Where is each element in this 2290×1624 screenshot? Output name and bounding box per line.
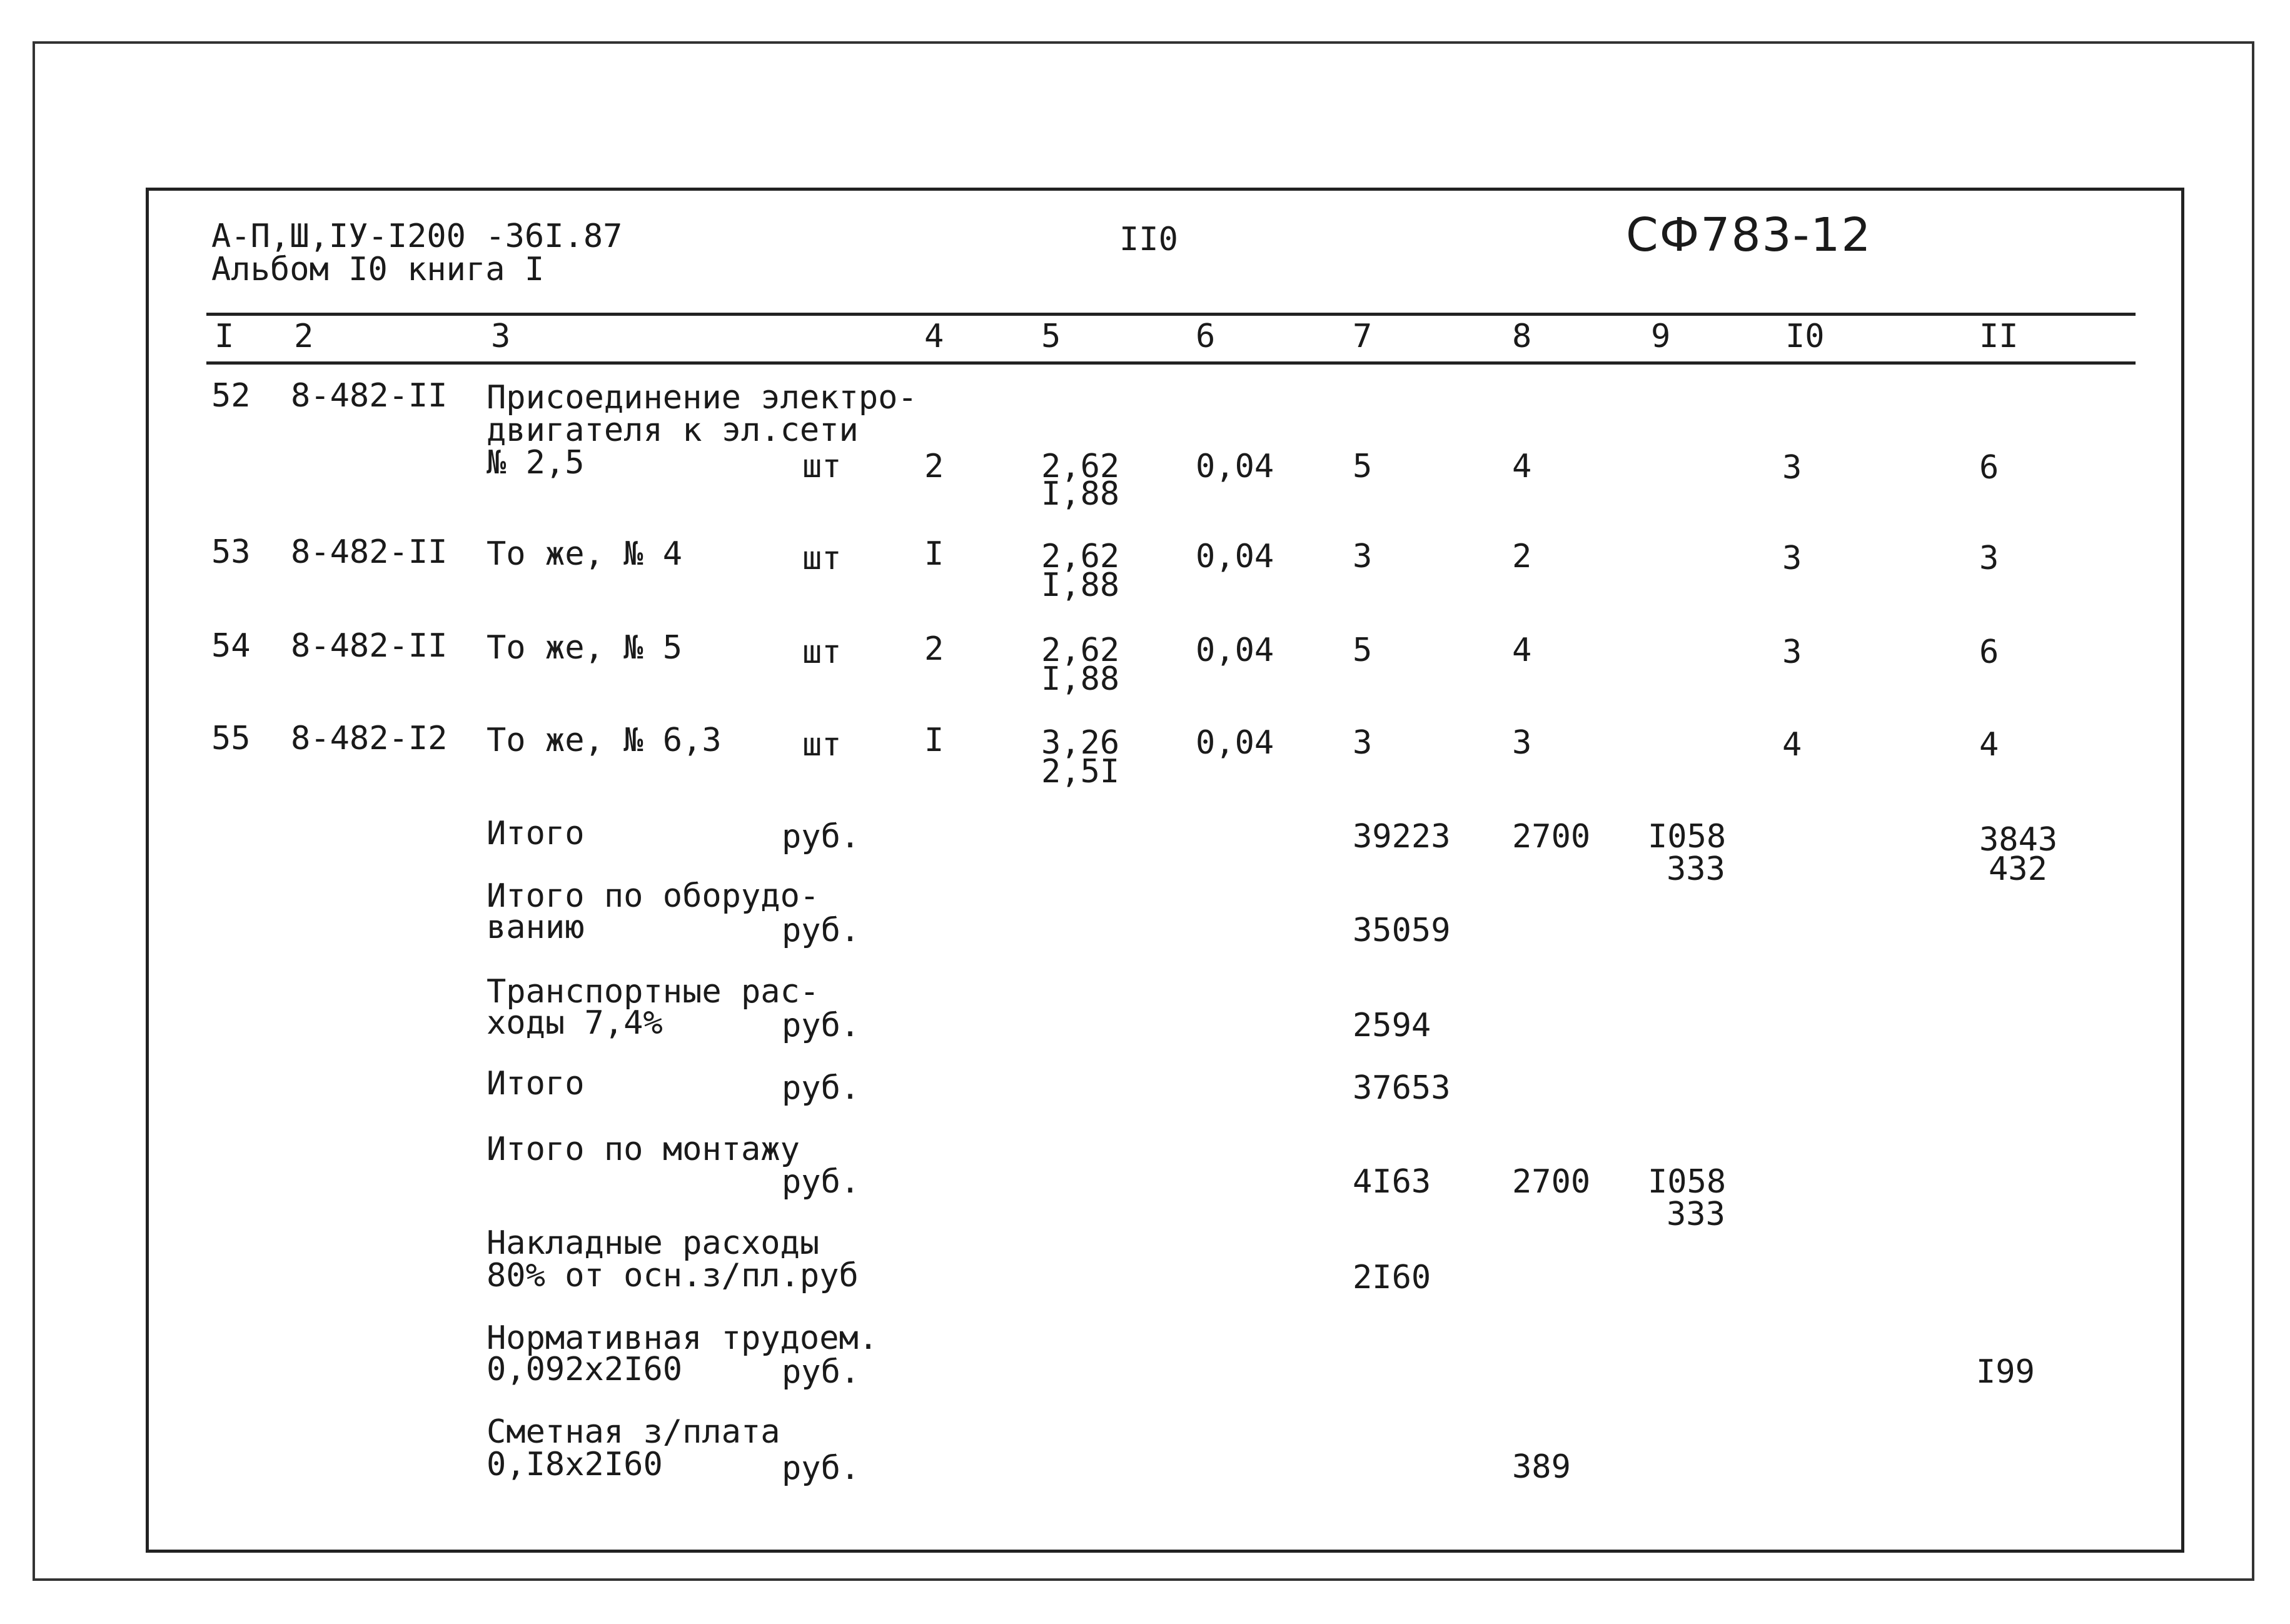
row-col10: 3: [1782, 633, 1802, 671]
document-frame: [146, 188, 2184, 1553]
row-col6: 0,04: [1196, 448, 1274, 485]
row-name: То же, № 5: [487, 629, 683, 667]
row-col8: 3: [1512, 724, 1532, 762]
col-header-2: 2: [294, 318, 314, 355]
row-unit: шт: [802, 448, 842, 485]
row-col5-bottom: I,88: [1041, 567, 1120, 604]
row-col8: 4: [1512, 632, 1532, 669]
summary-label-cont: ходы 7,4%: [487, 1004, 663, 1042]
row-unit: шт: [802, 726, 842, 764]
col-header-7: 7: [1353, 318, 1373, 355]
summary-label: Нормативная трудоем.: [487, 1319, 879, 1357]
row-num: 54: [211, 627, 251, 665]
row-col7: 5: [1353, 632, 1373, 669]
col-header-6: 6: [1196, 318, 1216, 355]
summary-unit: руб.: [782, 1163, 860, 1201]
summary-col9-top: I058: [1648, 818, 1727, 855]
row-num: 52: [211, 377, 251, 415]
row-col6: 0,04: [1196, 538, 1274, 575]
summary-col8: 2700: [1512, 1163, 1591, 1201]
summary-label-cont: 80% от осн.з/пл.руб: [487, 1257, 859, 1294]
summary-label: Итого по оборудо-: [487, 877, 820, 915]
row-col5-top: 2,62: [1041, 632, 1120, 669]
row-name-cont: № 2,5: [487, 444, 585, 482]
row-col5-bottom: 2,5I: [1041, 753, 1120, 790]
header-rule-top: [206, 313, 2136, 316]
summary-col7: 35059: [1353, 912, 1451, 949]
row-col6: 0,04: [1196, 632, 1274, 669]
row-col10: 3: [1782, 449, 1802, 487]
row-num: 55: [211, 720, 251, 757]
col-header-8: 8: [1512, 318, 1532, 355]
row-col7: 3: [1353, 538, 1373, 575]
summary-label-cont: ванию: [487, 909, 585, 946]
summary-label: Итого: [487, 815, 585, 852]
row-code: 8-482-I2: [291, 720, 448, 757]
row-col11: 3: [1979, 540, 1999, 577]
summary-unit: руб.: [782, 1069, 860, 1107]
summary-col8: 2700: [1512, 818, 1591, 855]
summary-unit: руб.: [782, 1353, 860, 1391]
summary-col8: 389: [1512, 1448, 1571, 1486]
col-header-11: II: [1979, 318, 2019, 355]
row-name: То же, № 6,3: [487, 722, 722, 759]
row-col10: 3: [1782, 540, 1802, 577]
row-col8: 2: [1512, 538, 1532, 575]
col-header-5: 5: [1041, 318, 1061, 355]
row-name-cont: двигателя к эл.сети: [487, 411, 859, 449]
document-code: СФ783-12: [1626, 208, 1872, 262]
row-col8: 4: [1512, 448, 1532, 485]
row-unit: шт: [802, 540, 842, 577]
row-num: 53: [211, 533, 251, 571]
row-col5-bottom: I,88: [1041, 660, 1120, 698]
row-col10: 4: [1782, 726, 1802, 764]
summary-label-cont: 0,092х2I60: [487, 1351, 683, 1388]
summary-unit: руб.: [782, 818, 860, 855]
col-header-9: 9: [1651, 318, 1671, 355]
col-header-1: I: [214, 318, 235, 355]
row-col11: 4: [1979, 726, 1999, 764]
summary-col7: 2594: [1353, 1007, 1431, 1044]
summary-unit: руб.: [782, 912, 860, 949]
summary-col11-top: 3843: [1979, 821, 2058, 859]
row-name: Присоединение электро-: [487, 379, 917, 416]
summary-label: Итого: [487, 1065, 585, 1102]
summary-col11-bottom: 432: [1989, 850, 2047, 888]
summary-label: Транспортные рас-: [487, 973, 820, 1011]
summary-col7: 39223: [1353, 818, 1451, 855]
summary-col11: I99: [1976, 1353, 2035, 1391]
row-col5-top: 2,62: [1041, 538, 1120, 575]
row-col11: 6: [1979, 633, 1999, 671]
page-number: II0: [1119, 221, 1178, 258]
col-header-4: 4: [924, 318, 944, 355]
row-col7: 3: [1353, 724, 1373, 762]
summary-col9-bottom: 333: [1667, 1196, 1725, 1233]
summary-label-cont: 0,I8х2I60: [487, 1446, 663, 1483]
summary-col7: 4I63: [1353, 1163, 1431, 1201]
row-code: 8-482-II: [291, 533, 448, 571]
summary-col9-bottom: 333: [1667, 850, 1725, 888]
col-header-3: 3: [491, 318, 511, 355]
col-header-10: I0: [1785, 318, 1825, 355]
row-col6: 0,04: [1196, 724, 1274, 762]
row-name: То же, № 4: [487, 535, 683, 573]
header-rule-bottom: [206, 361, 2136, 365]
summary-label: Сметная з/плата: [487, 1413, 780, 1451]
row-unit: шт: [802, 633, 842, 671]
summary-unit: руб.: [782, 1450, 860, 1487]
row-col11: 6: [1979, 449, 1999, 487]
row-col5-top: 2,62: [1041, 448, 1120, 485]
row-code: 8-482-II: [291, 377, 448, 415]
summary-label: Итого по монтажу: [487, 1131, 800, 1168]
row-qty: 2: [924, 448, 944, 485]
row-col7: 5: [1353, 448, 1373, 485]
row-code: 8-482-II: [291, 627, 448, 665]
summary-unit: руб.: [782, 1007, 860, 1044]
row-qty: I: [924, 535, 944, 573]
summary-col7: 37653: [1353, 1069, 1451, 1107]
row-qty: I: [924, 722, 944, 759]
summary-col7: 2I60: [1353, 1259, 1431, 1296]
summary-col9-top: I058: [1648, 1163, 1727, 1201]
row-col5-top: 3,26: [1041, 724, 1120, 762]
row-qty: 2: [924, 630, 944, 668]
series-code: А-П,Ш,IУ-I200 -36I.87: [211, 218, 623, 255]
summary-label: Накладные расходы: [487, 1224, 820, 1262]
album-title: Альбом I0 книга I: [211, 251, 545, 288]
row-col5-bottom: I,88: [1041, 475, 1120, 513]
